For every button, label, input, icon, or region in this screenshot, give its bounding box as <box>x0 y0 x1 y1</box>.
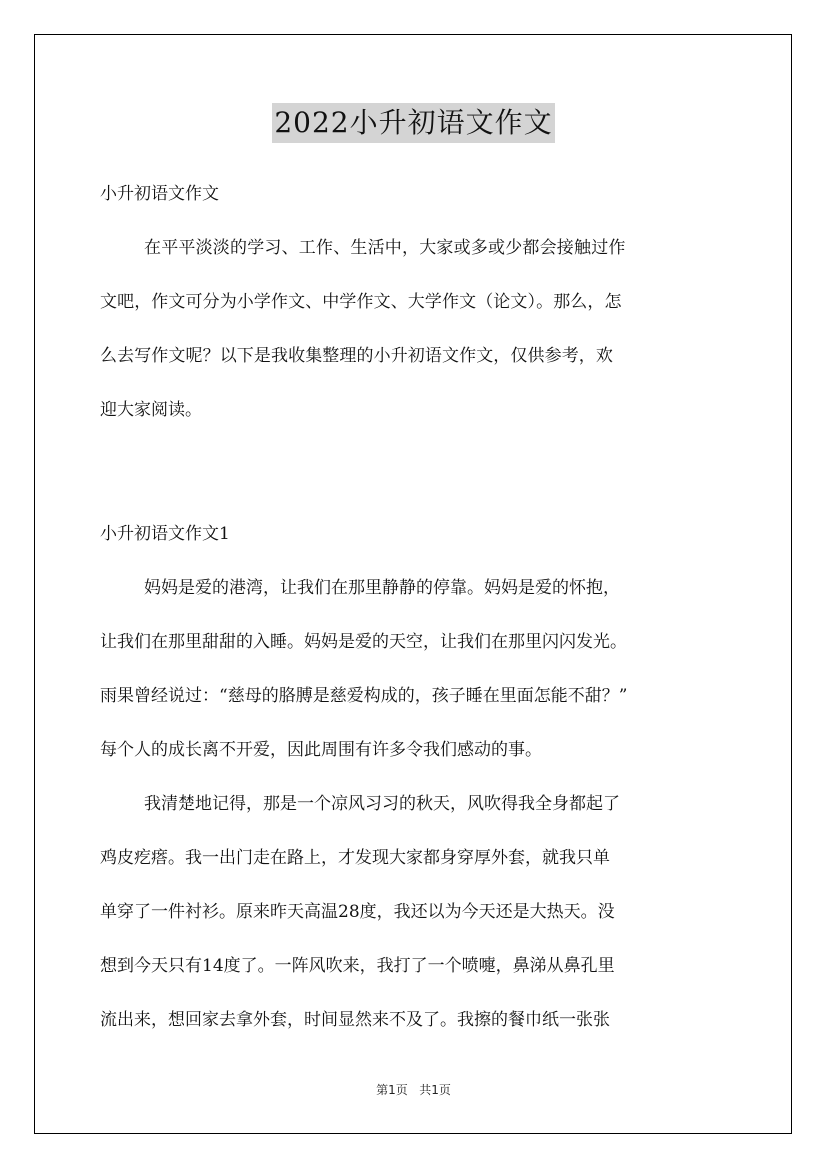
intro-heading: 小升初语文作文 <box>100 184 219 204</box>
text-line: 文吧，作文可分为小学作文、中学作文、大学作文（论文）。那么，怎 <box>100 292 622 312</box>
intro-paragraph <box>100 230 730 446</box>
text-line: 每个人的成长离不开爱，因此周围有许多令我们感动的事。 <box>100 740 542 760</box>
spacer <box>100 212 730 230</box>
page-footer <box>0 1081 827 1098</box>
text-line: 妈妈是爱的港湾，让我们在那里静静的停靠。妈妈是爱的怀抱， <box>144 578 620 598</box>
text-line: 流出来，想回家去拿外套，时间显然来不及了。我擦的餐巾纸一张张 <box>100 1010 610 1030</box>
spacer <box>100 552 730 570</box>
text-line: 雨果曾经说过：“慈母的胳膊是慈爱构成的，孩子睡在里面怎能不甜？” <box>100 686 628 706</box>
text-line: 鸡皮疙瘩。我一出门走在路上，才发现大家都身穿厚外套，就我只单 <box>100 848 610 868</box>
text-line: 让我们在那里甜甜的入睡。妈妈是爱的天空，让我们在那里闪闪发光。 <box>100 632 627 652</box>
section1-paragraph-2 <box>100 786 730 1056</box>
page-total: 共1页 <box>419 1083 451 1097</box>
title-wrap <box>0 103 827 143</box>
text-line: 么去写作文呢？以下是我收集整理的小升初语文作文，仅供参考，欢 <box>100 346 613 366</box>
text-line: 迎大家阅读。 <box>100 400 202 420</box>
document-body <box>100 176 730 1056</box>
text-line: 单穿了一件衬衫。原来昨天高温28度，我还以为今天还是大热天。没 <box>100 902 615 922</box>
section1-paragraph-1 <box>100 570 730 786</box>
document-title: 2022小升初语文作文 <box>272 103 554 143</box>
text-line: 在平平淡淡的学习、工作、生活中，大家或多或少都会接触过作 <box>144 238 626 258</box>
text-line: 想到今天只有14度了。一阵风吹来，我打了一个喷嚏，鼻涕从鼻孔里 <box>100 956 615 976</box>
spacer <box>100 446 730 516</box>
text-line: 我清楚地记得，那是一个凉风习习的秋天，风吹得我全身都起了 <box>144 794 620 814</box>
section1-heading: 小升初语文作文1 <box>100 524 230 544</box>
page-number: 第1页 <box>376 1083 408 1097</box>
